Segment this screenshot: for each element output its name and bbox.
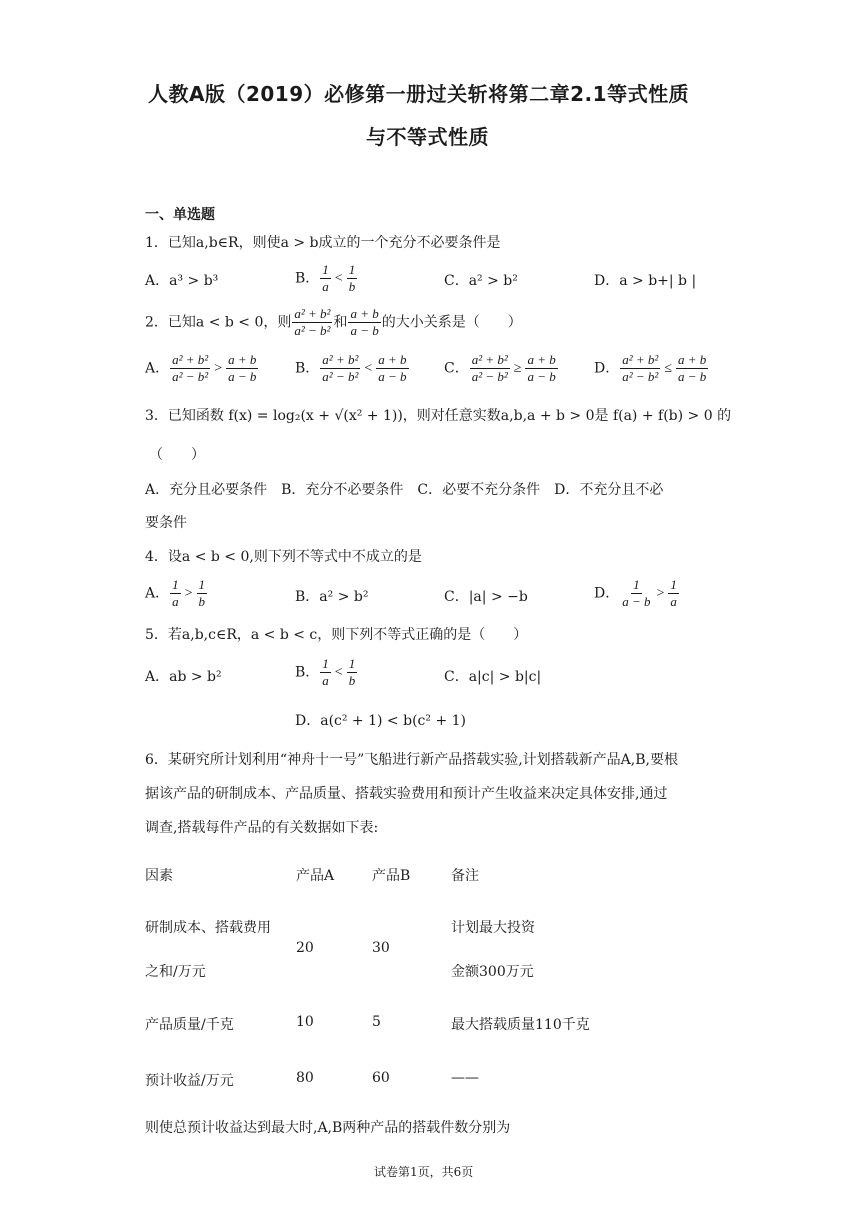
q1-option-c: C．a² > b²: [444, 273, 518, 289]
section-heading: 一、单选题: [145, 207, 215, 223]
q2-a-lhs-den: a² − b²: [172, 369, 209, 384]
q4-option-c: C．|a| > −b: [444, 589, 528, 605]
q4-a-op: >: [184, 585, 193, 601]
q4-d-rhs-den: a: [670, 594, 677, 609]
q2-f2-num: a + b: [350, 306, 379, 321]
q2-b-lhs-num: a² + b²: [322, 352, 359, 367]
q1-option-d: D．a > b+| b |: [594, 273, 697, 289]
q5-b-lhs-den: a: [322, 673, 329, 688]
q6-line-3: 调查,搭载每件产品的有关数据如下表:: [145, 820, 379, 836]
table-row1-note-a: 计划最大投资: [451, 920, 535, 936]
q2-c-op: ≥: [513, 360, 522, 376]
q2-d-lhs-num: a² + b²: [622, 352, 659, 367]
q1-b-lhs-fraction: [320, 262, 331, 295]
q3-stem-2: （ ）: [149, 447, 205, 463]
q1-b-op: <: [334, 270, 343, 286]
q2-a-label: A．: [145, 360, 170, 377]
q2-a-op: >: [214, 360, 223, 376]
q5-b-op: <: [334, 664, 343, 680]
q2-d-rhs-den: a − b: [678, 369, 707, 384]
q2-stem: [145, 306, 522, 339]
q4-d-lhs-fraction: [620, 577, 652, 610]
q6-tail: 则使总预计收益达到最大时,A,B两种产品的搭载件数分别为: [145, 1120, 511, 1136]
q2-d-lhs-den: a² − b²: [622, 369, 659, 384]
q4-option-b: B．a² > b²: [295, 589, 369, 605]
q5-option-a: A．ab > b²: [145, 669, 222, 685]
q2-a-lhs-fraction: [170, 352, 210, 385]
q4-a-rhs-num: 1: [198, 577, 206, 592]
q2-f1-den: a² − b²: [294, 323, 331, 338]
q5-option-c: C．a|c| > b|c|: [444, 669, 542, 685]
q1-option-b: [295, 262, 358, 295]
q2-stem-mid: 和: [333, 314, 348, 331]
table-row2-b: 5: [372, 1014, 381, 1030]
q2-stem-fraction-2: [348, 306, 380, 339]
page-footer: 试卷第1页，共6页: [374, 1165, 474, 1179]
q1-option-a: A．a³ > b³: [145, 273, 219, 289]
q5-stem: 5．若a,b,c∈R，a < b < c，则下列不等式正确的是（ ）: [145, 627, 528, 643]
title-line-2: 与不等式性质: [366, 125, 489, 149]
q1-b-lhs-den: a: [322, 279, 329, 294]
q2-c-lhs-fraction: [470, 352, 510, 385]
q5-option-d: D．a(c² + 1) < b(c² + 1): [295, 713, 466, 729]
table-row2-a: 10: [296, 1014, 314, 1030]
table-row1-factor-b: 之和/万元: [145, 964, 206, 980]
table-row3-b: 60: [372, 1070, 390, 1086]
q4-d-lhs-den: a − b: [622, 594, 651, 609]
q4-a-lhs-num: 1: [172, 577, 179, 592]
q2-f1-num: a² + b²: [294, 306, 331, 321]
table-row1-a: 20: [296, 940, 314, 956]
table-row3-factor: 预计收益/万元: [145, 1073, 234, 1089]
q6-line-1: 6．某研究所计划利用“神舟十一号”飞船进行新产品搭载实验,计划搭载新产品A,B,要根: [145, 752, 678, 768]
title-line-1: 人教A版（2019）必修第一册过关斩将第二章2.1等式性质: [148, 82, 690, 106]
q4-a-label: A．: [145, 585, 170, 602]
q2-c-rhs-den: a − b: [527, 369, 556, 384]
q2-stem-fraction-1: [292, 306, 332, 339]
q5-b-lhs-fraction: [320, 656, 331, 689]
q4-stem: 4．设a < b < 0,则下列不等式中不成立的是: [145, 549, 422, 565]
q2-f2-den: a − b: [350, 323, 379, 338]
q4-d-op: >: [656, 585, 665, 601]
q2-a-lhs-num: a² + b²: [172, 352, 209, 367]
q5-b-rhs-num: 1: [348, 656, 356, 671]
q1-b-label: B．: [295, 270, 320, 287]
q5-b-rhs-den: b: [348, 673, 356, 688]
q2-option-a: [145, 352, 259, 385]
q2-d-rhs-num: a + b: [678, 352, 707, 367]
table-row2-note: 最大搭载质量110千克: [451, 1017, 590, 1033]
table-row1-factor-a: 研制成本、搭载费用: [145, 920, 271, 936]
q4-d-rhs-fraction: [668, 577, 679, 610]
q4-d-rhs-num: 1: [670, 577, 677, 592]
q2-b-label: B．: [295, 360, 320, 377]
q2-b-rhs-fraction: [376, 352, 408, 385]
q2-option-d: [594, 352, 709, 385]
q2-c-lhs-den: a² − b²: [471, 369, 508, 384]
q5-b-rhs-fraction: [347, 656, 358, 689]
q2-b-rhs-num: a + b: [378, 352, 407, 367]
q2-c-rhs-num: a + b: [527, 352, 556, 367]
q1-b-rhs-num: 1: [348, 262, 356, 277]
q2-d-op: ≤: [664, 360, 672, 376]
q2-b-lhs-fraction: [320, 352, 360, 385]
q2-stem-post: 的大小关系是（ ）: [381, 314, 522, 331]
q4-d-label: D．: [594, 585, 620, 602]
q4-option-a: [145, 577, 208, 610]
table-header-note: 备注: [451, 868, 479, 884]
q4-a-rhs-den: b: [198, 594, 206, 609]
table-row1-note-b: 金额300万元: [451, 964, 534, 980]
table-row1-b: 30: [372, 940, 390, 956]
q5-b-label: B．: [295, 664, 320, 681]
q2-option-c: [444, 352, 559, 385]
q5-option-b: [295, 656, 358, 689]
q4-a-rhs-fraction: [197, 577, 208, 610]
q2-c-label: C．: [444, 360, 469, 377]
q3-options-2: 要条件: [145, 515, 187, 531]
q3-stem: 3．已知函数 f(x) = log₂(x + √(x² + 1))，则对任意实数a,b,a + b > 0是 f(a) + f(b) > 0 的: [145, 408, 732, 424]
q4-a-lhs-den: a: [172, 594, 179, 609]
q4-option-d: [594, 577, 680, 610]
q2-d-label: D．: [594, 360, 620, 377]
q1-b-rhs-den: b: [348, 279, 356, 294]
q2-b-lhs-den: a² − b²: [322, 369, 359, 384]
q3-options: A．充分且必要条件 B．充分不必要条件 C．必要不充分条件 D．不充分且不必: [145, 482, 664, 498]
q1-stem: 1．已知a,b∈R，则使a > b成立的一个充分不必要条件是: [145, 235, 501, 251]
table-header-product-b: 产品B: [372, 868, 411, 884]
table-row3-note: ——: [451, 1070, 479, 1086]
q4-d-lhs-num: 1: [633, 577, 640, 592]
table-header-product-a: 产品A: [296, 868, 335, 884]
q1-b-lhs-num: 1: [322, 262, 329, 277]
table-header-factor: 因素: [145, 868, 173, 884]
q2-stem-pre: 2．已知a < b < 0，则: [145, 314, 292, 331]
q2-a-rhs-den: a − b: [228, 369, 257, 384]
q2-a-rhs-fraction: [226, 352, 258, 385]
q2-d-rhs-fraction: [676, 352, 708, 385]
q4-a-lhs-fraction: [170, 577, 181, 610]
q5-b-lhs-num: 1: [322, 656, 329, 671]
q1-b-rhs-fraction: [347, 262, 358, 295]
q2-a-rhs-num: a + b: [228, 352, 257, 367]
q2-d-lhs-fraction: [620, 352, 660, 385]
table-row3-a: 80: [296, 1070, 314, 1086]
q2-b-rhs-den: a − b: [378, 369, 407, 384]
q2-b-op: <: [364, 360, 373, 376]
q6-line-2: 据该产品的研制成本、产品质量、搭载实验费用和预计产生收益来决定具体安排,通过: [145, 786, 668, 802]
table-row2-factor: 产品质量/千克: [145, 1017, 234, 1033]
q2-c-rhs-fraction: [525, 352, 557, 385]
q2-option-b: [295, 352, 410, 385]
q2-c-lhs-num: a² + b²: [471, 352, 508, 367]
